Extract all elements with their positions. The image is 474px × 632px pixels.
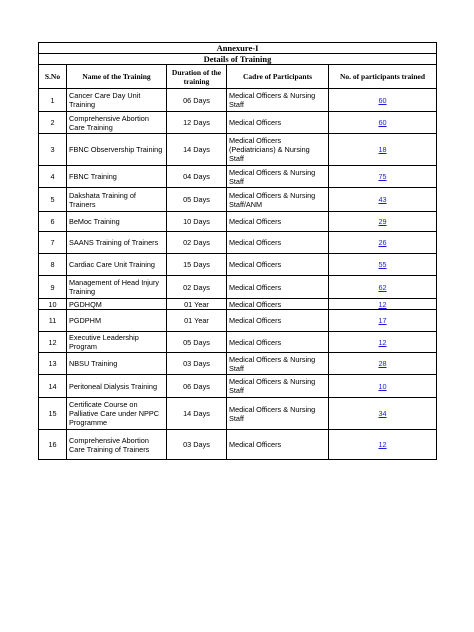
row-participant-count (329, 166, 437, 188)
row-participant-count (329, 430, 437, 460)
row-participant-count (329, 212, 437, 232)
row-cadre: Medical Officers (227, 212, 329, 232)
row-cadre: Medical Officers (227, 232, 329, 254)
participant-count-link[interactable]: 28 (378, 359, 387, 368)
row-training-name: Certificate Course on Palliative Care under NPPC Programme (67, 398, 167, 430)
participant-count-link[interactable]: 29 (378, 217, 387, 226)
row-participant-count (329, 375, 437, 398)
table-row (39, 89, 437, 112)
row-participant-count (329, 276, 437, 299)
row-participant-count (329, 232, 437, 254)
table-row (39, 332, 437, 353)
row-sno: 12 (39, 332, 67, 353)
row-sno: 5 (39, 188, 67, 212)
row-participant-count (329, 353, 437, 375)
row-duration: 15 Days (167, 254, 227, 276)
row-duration: 06 Days (167, 375, 227, 398)
table-row (39, 232, 437, 254)
table-body (39, 89, 437, 460)
row-duration: 14 Days (167, 134, 227, 166)
row-sno: 6 (39, 212, 67, 232)
row-duration: 05 Days (167, 332, 227, 353)
table-row (39, 166, 437, 188)
row-duration: 05 Days (167, 188, 227, 212)
row-participant-count (329, 89, 437, 112)
row-participant-count (329, 188, 437, 212)
table-row (39, 212, 437, 232)
row-duration: 04 Days (167, 166, 227, 188)
table-row (39, 112, 437, 134)
table-row (39, 254, 437, 276)
participant-count-link[interactable]: 62 (378, 282, 387, 292)
header-duration: Duration of the training (167, 65, 227, 89)
row-training-name: PGDPHM (67, 310, 167, 332)
table-row (39, 299, 437, 310)
details-title: Details of Training (39, 54, 437, 65)
row-participant-count (329, 332, 437, 353)
row-training-name: FBNC Observership Training (67, 134, 167, 166)
participant-count-link[interactable]: 17 (378, 316, 387, 325)
participant-count-link[interactable]: 12 (378, 440, 387, 449)
row-participant-count (329, 112, 437, 134)
row-cadre: Medical Officers & Nursing Staff (227, 166, 329, 188)
row-participant-count (329, 134, 437, 166)
row-training-name: PGDHQM (67, 299, 167, 310)
row-sno: 11 (39, 310, 67, 332)
row-training-name: BeMoc Training (67, 212, 167, 232)
table-row (39, 398, 437, 430)
participant-count-link[interactable]: 60 (378, 118, 387, 127)
row-sno: 9 (39, 276, 67, 299)
row-sno: 1 (39, 89, 67, 112)
header-sno: S.No (39, 65, 67, 89)
row-sno: 13 (39, 353, 67, 375)
table-row (39, 310, 437, 332)
row-sno: 10 (39, 299, 67, 310)
row-cadre: Medical Officers (227, 430, 329, 460)
table-row (39, 375, 437, 398)
row-participant-count (329, 310, 437, 332)
row-sno: 14 (39, 375, 67, 398)
table-row (39, 188, 437, 212)
row-duration: 10 Days (167, 212, 227, 232)
table-row (39, 276, 437, 299)
participant-count-link[interactable]: 34 (378, 409, 387, 418)
header-training-name: Name of the Training (67, 65, 167, 89)
row-duration: 03 Days (167, 353, 227, 375)
row-sno: 4 (39, 166, 67, 188)
row-cadre: Medical Officers (227, 299, 329, 310)
row-duration: 01 Year (167, 299, 227, 310)
row-sno: 3 (39, 134, 67, 166)
row-sno: 2 (39, 112, 67, 134)
participant-count-link[interactable]: 18 (378, 145, 387, 154)
row-duration: 01 Year (167, 310, 227, 332)
participant-count-link[interactable]: 12 (378, 299, 387, 309)
participant-count-link[interactable]: 60 (378, 95, 387, 105)
row-cadre: Medical Officers (227, 310, 329, 332)
row-training-name: Comprehensive Abortion Care Training (67, 112, 167, 134)
row-cadre: Medical Officers (227, 276, 329, 299)
row-cadre: Medical Officers & Nursing Staff (227, 375, 329, 398)
row-sno: 16 (39, 430, 67, 460)
row-training-name: Cancer Care Day Unit Training (67, 89, 167, 112)
row-sno: 7 (39, 232, 67, 254)
participant-count-link[interactable]: 26 (378, 238, 387, 247)
header-participant-count: No. of participants trained (329, 65, 437, 89)
row-cadre: Medical Officers (Pediatricians) & Nursing Staff (227, 134, 329, 166)
row-duration: 12 Days (167, 112, 227, 134)
row-training-name: NBSU Training (67, 353, 167, 375)
row-duration: 06 Days (167, 89, 227, 112)
row-training-name: Executive Leadership Program (67, 332, 167, 353)
row-training-name: Dakshata Training of Trainers (67, 188, 167, 212)
row-duration: 14 Days (167, 398, 227, 430)
participant-count-link[interactable]: 43 (378, 195, 387, 204)
row-duration: 03 Days (167, 430, 227, 460)
participant-count-link[interactable]: 10 (378, 381, 387, 391)
row-training-name: Comprehensive Abortion Care Training of Trainers (67, 430, 167, 460)
annexure-title: Annexure-I (39, 43, 437, 54)
row-training-name: SAANS Training of Trainers (67, 232, 167, 254)
row-participant-count (329, 299, 437, 310)
row-training-name: Management of Head Injury Training (67, 276, 167, 299)
row-sno: 15 (39, 398, 67, 430)
row-training-name: Cardiac Care Unit Training (67, 254, 167, 276)
participant-count-link[interactable]: 75 (378, 172, 387, 181)
table-row (39, 353, 437, 375)
row-cadre: Medical Officers & Nursing Staff (227, 353, 329, 375)
row-duration: 02 Days (167, 232, 227, 254)
row-training-name: FBNC Training (67, 166, 167, 188)
row-cadre: Medical Officers & Nursing Staff/ANM (227, 188, 329, 212)
row-duration: 02 Days (167, 276, 227, 299)
participant-count-link[interactable]: 12 (378, 337, 387, 347)
row-cadre: Medical Officers & Nursing Staff (227, 89, 329, 112)
header-cadre: Cadre of Participants (227, 65, 329, 89)
table-row (39, 430, 437, 460)
participant-count-link[interactable]: 55 (378, 260, 387, 269)
row-training-name: Peritoneal Dialysis Training (67, 375, 167, 398)
row-cadre: Medical Officers & Nursing Staff (227, 398, 329, 430)
table-row (39, 134, 437, 166)
row-cadre: Medical Officers (227, 332, 329, 353)
row-cadre: Medical Officers (227, 254, 329, 276)
row-sno: 8 (39, 254, 67, 276)
row-cadre: Medical Officers (227, 112, 329, 134)
row-participant-count (329, 254, 437, 276)
row-participant-count (329, 398, 437, 430)
training-table (38, 42, 437, 460)
